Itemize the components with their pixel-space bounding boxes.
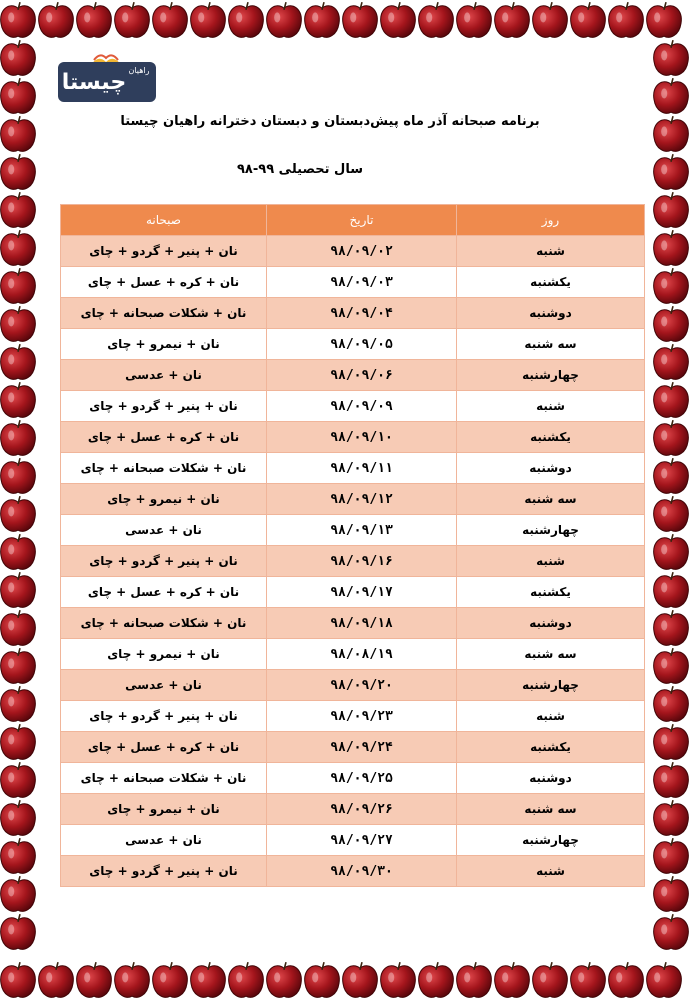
apple-icon	[654, 648, 689, 683]
day-cell: دوشنبه	[457, 298, 645, 329]
date-cell: ۹۸/۰۹/۳۰	[267, 856, 457, 887]
apple-icon	[1, 116, 36, 151]
header-date: تاریخ	[267, 205, 457, 236]
apple-icon	[609, 2, 644, 37]
apple-icon	[654, 192, 689, 227]
logo-name: چیستا	[61, 70, 127, 95]
apple-icon	[654, 762, 689, 797]
apple-icon	[229, 2, 264, 37]
table-row	[61, 546, 645, 577]
breakfast-cell: نان + پنیر + گردو + چای	[61, 546, 267, 577]
table-row	[61, 670, 645, 701]
apple-icon	[654, 800, 689, 835]
breakfast-cell: نان + عدسی	[61, 825, 267, 856]
breakfast-cell: نان + پنیر + گردو + چای	[61, 236, 267, 267]
apple-icon	[654, 230, 689, 265]
apple-icon	[1, 382, 36, 417]
apple-icon	[1, 230, 36, 265]
apple-icon	[39, 2, 74, 37]
apple-icon	[647, 962, 682, 997]
table-row	[61, 422, 645, 453]
date-cell: ۹۸/۰۹/۰۹	[267, 391, 457, 422]
apple-icon	[654, 78, 689, 113]
apple-icon	[654, 458, 689, 493]
apple-icon	[1, 154, 36, 189]
date-cell: ۹۸/۰۹/۱۶	[267, 546, 457, 577]
breakfast-cell: نان + کره + عسل + چای	[61, 267, 267, 298]
apple-icon	[191, 962, 226, 997]
apple-icon	[533, 2, 568, 37]
apple-icon	[654, 344, 689, 379]
apple-icon	[654, 724, 689, 759]
apple-icon	[654, 40, 689, 75]
apple-icon	[1, 838, 36, 873]
day-cell: شنبه	[457, 856, 645, 887]
table-row	[61, 236, 645, 267]
day-cell: سه شنبه	[457, 329, 645, 360]
date-cell: ۹۸/۰۹/۲۶	[267, 794, 457, 825]
apple-icon	[654, 876, 689, 911]
apple-icon	[571, 962, 606, 997]
breakfast-cell: نان + شکلات صبحانه + چای	[61, 298, 267, 329]
breakfast-cell: نان + نیمرو + چای	[61, 484, 267, 515]
date-cell: ۹۸/۰۸/۱۹	[267, 639, 457, 670]
day-cell: چهارشنبه	[457, 825, 645, 856]
apple-icon	[1, 534, 36, 569]
apple-icon	[654, 382, 689, 417]
apple-icon	[1, 496, 36, 531]
date-cell: ۹۸/۰۹/۰۳	[267, 267, 457, 298]
breakfast-cell: نان + عدسی	[61, 515, 267, 546]
day-cell: دوشنبه	[457, 608, 645, 639]
date-cell: ۹۸/۰۹/۰۴	[267, 298, 457, 329]
school-logo	[58, 48, 156, 104]
date-cell: ۹۸/۰۹/۰۵	[267, 329, 457, 360]
apple-icon	[654, 496, 689, 531]
apple-icon	[1, 962, 36, 997]
apple-icon	[1, 610, 36, 645]
breakfast-cell: نان + نیمرو + چای	[61, 329, 267, 360]
apple-icon	[654, 534, 689, 569]
apple-icon	[654, 686, 689, 721]
apple-icon	[267, 2, 302, 37]
date-cell: ۹۸/۰۹/۱۱	[267, 453, 457, 484]
apple-icon	[381, 962, 416, 997]
table-row	[61, 515, 645, 546]
apple-icon	[1, 648, 36, 683]
apple-icon	[77, 2, 112, 37]
day-cell: شنبه	[457, 701, 645, 732]
breakfast-cell: نان + عدسی	[61, 670, 267, 701]
apple-icon	[1, 344, 36, 379]
apple-icon	[1, 572, 36, 607]
date-cell: ۹۸/۰۹/۱۳	[267, 515, 457, 546]
apple-icon	[153, 2, 188, 37]
breakfast-cell: نان + کره + عسل + چای	[61, 577, 267, 608]
day-cell: یکشنبه	[457, 577, 645, 608]
apple-icon	[609, 962, 644, 997]
apple-icon	[229, 962, 264, 997]
apple-icon	[654, 420, 689, 455]
table-row	[61, 701, 645, 732]
logo-subtext: راهیان	[128, 66, 150, 75]
day-cell: سه شنبه	[457, 794, 645, 825]
apple-icon	[343, 2, 378, 37]
apple-icon	[191, 2, 226, 37]
apple-icon	[1, 420, 36, 455]
date-cell: ۹۸/۰۹/۱۲	[267, 484, 457, 515]
apple-icon	[1, 876, 36, 911]
breakfast-cell: نان + شکلات صبحانه + چای	[61, 453, 267, 484]
apple-icon	[1, 78, 36, 113]
apple-icon	[1, 2, 36, 37]
apple-icon	[1, 800, 36, 835]
day-cell: چهارشنبه	[457, 670, 645, 701]
apple-icon	[1, 192, 36, 227]
header-day: روز	[457, 205, 645, 236]
apple-icon	[305, 962, 340, 997]
apple-icon	[654, 610, 689, 645]
breakfast-cell: نان + پنیر + گردو + چای	[61, 391, 267, 422]
table-body	[61, 236, 645, 887]
apple-icon	[419, 962, 454, 997]
table-row	[61, 794, 645, 825]
apple-icon	[419, 2, 454, 37]
breakfast-cell: نان + شکلات صبحانه + چای	[61, 608, 267, 639]
day-cell: سه شنبه	[457, 484, 645, 515]
day-cell: چهارشنبه	[457, 360, 645, 391]
apple-icon	[1, 914, 36, 949]
breakfast-table	[60, 204, 645, 887]
table-row	[61, 391, 645, 422]
apple-icon	[381, 2, 416, 37]
apple-icon	[457, 962, 492, 997]
day-cell: شنبه	[457, 391, 645, 422]
apple-icon	[267, 962, 302, 997]
breakfast-cell: نان + نیمرو + چای	[61, 639, 267, 670]
table-row	[61, 484, 645, 515]
apple-icon	[654, 116, 689, 151]
table-row	[61, 825, 645, 856]
day-cell: یکشنبه	[457, 267, 645, 298]
table-row	[61, 577, 645, 608]
apple-icon	[115, 962, 150, 997]
date-cell: ۹۸/۰۹/۱۷	[267, 577, 457, 608]
apple-icon	[654, 914, 689, 949]
day-cell: دوشنبه	[457, 453, 645, 484]
page-subtitle: سال تحصیلی ۹۹-۹۸	[237, 162, 363, 177]
apple-icon	[495, 962, 530, 997]
breakfast-cell: نان + نیمرو + چای	[61, 794, 267, 825]
apple-icon	[495, 2, 530, 37]
date-cell: ۹۸/۰۹/۲۵	[267, 763, 457, 794]
date-cell: ۹۸/۰۹/۲۴	[267, 732, 457, 763]
table-row	[61, 608, 645, 639]
header-breakfast: صبحانه	[61, 205, 267, 236]
breakfast-cell: نان + عدسی	[61, 360, 267, 391]
table-row	[61, 298, 645, 329]
apple-icon	[533, 962, 568, 997]
apple-icon	[647, 2, 682, 37]
page-title: برنامه صبحانه آذر ماه پیش‌دبستان و دبستان دخترانه راهیان چیستا	[120, 114, 540, 129]
apple-icon	[1, 762, 36, 797]
date-cell: ۹۸/۰۹/۰۲	[267, 236, 457, 267]
table-row	[61, 763, 645, 794]
breakfast-cell: نان + پنیر + گردو + چای	[61, 701, 267, 732]
apple-icon	[1, 40, 36, 75]
apple-icon	[77, 962, 112, 997]
date-cell: ۹۸/۰۹/۲۷	[267, 825, 457, 856]
breakfast-cell: نان + کره + عسل + چای	[61, 732, 267, 763]
apple-icon	[1, 268, 36, 303]
apple-icon	[1, 686, 36, 721]
apple-icon	[1, 306, 36, 341]
date-cell: ۹۸/۰۹/۲۳	[267, 701, 457, 732]
day-cell: سه شنبه	[457, 639, 645, 670]
date-cell: ۹۸/۰۹/۰۶	[267, 360, 457, 391]
table-row	[61, 639, 645, 670]
apple-icon	[654, 838, 689, 873]
apple-icon	[1, 724, 36, 759]
apple-icon	[654, 154, 689, 189]
day-cell: چهارشنبه	[457, 515, 645, 546]
table-row	[61, 267, 645, 298]
apple-icon	[305, 2, 340, 37]
breakfast-cell: نان + شکلات صبحانه + چای	[61, 763, 267, 794]
day-cell: دوشنبه	[457, 763, 645, 794]
day-cell: یکشنبه	[457, 732, 645, 763]
table-row	[61, 453, 645, 484]
table-row	[61, 856, 645, 887]
apple-icon	[457, 2, 492, 37]
date-cell: ۹۸/۰۹/۱۸	[267, 608, 457, 639]
breakfast-cell: نان + پنیر + گردو + چای	[61, 856, 267, 887]
apple-icon	[571, 2, 606, 37]
date-cell: ۹۸/۰۹/۲۰	[267, 670, 457, 701]
apple-icon	[39, 962, 74, 997]
date-cell: ۹۸/۰۹/۱۰	[267, 422, 457, 453]
day-cell: شنبه	[457, 546, 645, 577]
apple-icon	[1, 458, 36, 493]
table-row	[61, 360, 645, 391]
apple-icon	[343, 962, 378, 997]
day-cell: شنبه	[457, 236, 645, 267]
apple-icon	[153, 962, 188, 997]
apple-icon	[115, 2, 150, 37]
apple-icon	[654, 268, 689, 303]
day-cell: یکشنبه	[457, 422, 645, 453]
apple-icon	[654, 572, 689, 607]
breakfast-cell: نان + کره + عسل + چای	[61, 422, 267, 453]
table-row	[61, 329, 645, 360]
table-header-row	[61, 205, 645, 236]
apple-icon	[654, 306, 689, 341]
table-row	[61, 732, 645, 763]
